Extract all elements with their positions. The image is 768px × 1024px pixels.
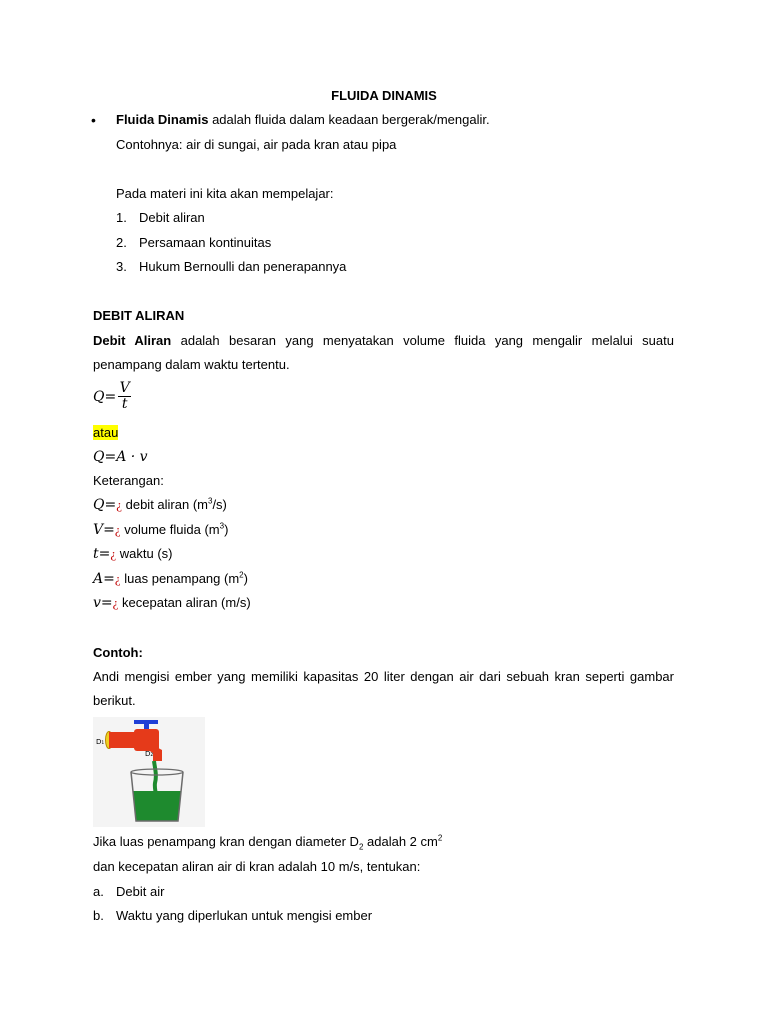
formula-q-equals-v-over-t [93, 381, 131, 412]
task-label: a. [93, 884, 104, 899]
question-mid: adalah 2 cm [363, 834, 438, 849]
ket-text: kecepatan aliran (m/s) [118, 595, 251, 610]
topic-text: Persamaan kontinuitas [139, 235, 272, 250]
ket-mark: ¿ [114, 571, 121, 586]
ket-equals: = [98, 546, 111, 562]
question-pre: Jika luas penampang kran dengan diameter D [93, 834, 359, 849]
ket-tail: ) [243, 571, 248, 586]
tap-bucket-figure [93, 717, 205, 827]
ket-symbol: Q [93, 497, 105, 513]
ket-mark: ¿ [110, 546, 117, 561]
ket-symbol: V [93, 522, 104, 538]
atau-text [93, 425, 118, 441]
ket-mark: ¿ [112, 595, 119, 610]
topic-number: 3. [116, 259, 127, 274]
formula-lhs: Q [93, 388, 105, 405]
ket-symbol: t [93, 546, 99, 562]
highlighted-atau: atau [93, 425, 119, 440]
fraction [118, 381, 131, 412]
question-line2: dan kecepatan aliran air di kran adalah 10 m/s, tentukan: [93, 859, 421, 874]
topic-item [116, 210, 205, 226]
label-d2: D₂ [145, 750, 154, 758]
ket-mark: ¿ [116, 497, 122, 512]
keterangan-item [93, 497, 227, 513]
question-line1 [93, 834, 442, 850]
ket-equals: = [104, 497, 117, 513]
ket-symbol: v [93, 595, 101, 611]
debit-definition-line2: penampang dalam waktu tertentu. [93, 357, 290, 372]
ket-sup: 3 [207, 496, 213, 506]
ket-tail: /s) [212, 497, 227, 512]
label-d1: D₁ [96, 738, 105, 746]
topic-item [116, 259, 346, 275]
ket-text: volume fluida (m [120, 522, 220, 537]
task-item [93, 908, 372, 924]
bullet-point: • [91, 112, 96, 128]
fraction-denominator: t [121, 396, 128, 412]
ket-sup: 2 [239, 570, 244, 580]
keterangan-item [93, 571, 248, 587]
ket-equals: = [103, 571, 115, 587]
task-text: Waktu yang diperlukan untuk mengisi ember [116, 908, 373, 923]
keterangan-item [93, 522, 228, 538]
topic-text: Debit aliran [139, 210, 205, 225]
ket-text: waktu (s) [116, 546, 173, 561]
task-label: b. [93, 908, 104, 923]
lead-text: Pada materi ini kita akan mempelajar: [116, 186, 334, 201]
ket-mark: ¿ [114, 522, 121, 537]
question-sub: 2 [358, 842, 364, 852]
ket-tail: ) [224, 522, 229, 537]
topic-item [116, 235, 271, 251]
formula-q-equals-a-v [93, 449, 148, 465]
ket-text: luas penampang (m [120, 571, 240, 586]
intro-definition [116, 112, 490, 128]
fraction-numerator: V [119, 380, 130, 396]
task-item [93, 884, 164, 900]
formula-equals: = [104, 388, 117, 405]
debit-definition-line1 [93, 333, 674, 349]
contoh-line2: berikut. [93, 693, 136, 708]
contoh-heading: Contoh: [93, 645, 143, 660]
question-sup: 2 [437, 833, 443, 843]
formula-rhs: A · v [116, 449, 148, 465]
ket-sup: 3 [219, 521, 225, 531]
formula-lhs: Q [93, 449, 105, 465]
section-heading-debit: DEBIT ALIRAN [93, 308, 185, 323]
contoh-line1: Andi mengisi ember yang memiliki kapasitas 20 liter dengan air dari sebuah kran seperti gambar [93, 669, 674, 684]
topic-number: 2. [116, 235, 127, 250]
term-debit-aliran: Debit Aliran [93, 333, 172, 348]
debit-definition-text: adalah besaran yang menyatakan volume fluida yang mengalir melalui suatu [171, 333, 674, 348]
topic-text: Hukum Bernoulli dan penerapannya [139, 259, 347, 274]
bucket-water [133, 791, 181, 821]
example-text: Contohnya: air di sungai, air pada kran atau pipa [116, 137, 397, 152]
ket-equals: = [103, 522, 115, 538]
keterangan-item [93, 546, 173, 562]
keterangan-label: Keterangan: [93, 473, 164, 488]
definition-text: adalah fluida dalam keadaan bergerak/mengalir. [208, 112, 490, 127]
topic-number: 1. [116, 210, 127, 225]
task-text: Debit air [116, 884, 165, 899]
term-fluida-dinamis: Fluida Dinamis [116, 112, 209, 127]
ket-equals: = [100, 595, 113, 611]
page-title: FLUIDA DINAMIS [331, 88, 437, 103]
ket-symbol: A [93, 571, 104, 587]
formula-equals: = [104, 449, 117, 465]
pipe-body [109, 732, 136, 748]
ket-text: debit aliran (m [122, 497, 208, 512]
keterangan-item [93, 595, 251, 611]
